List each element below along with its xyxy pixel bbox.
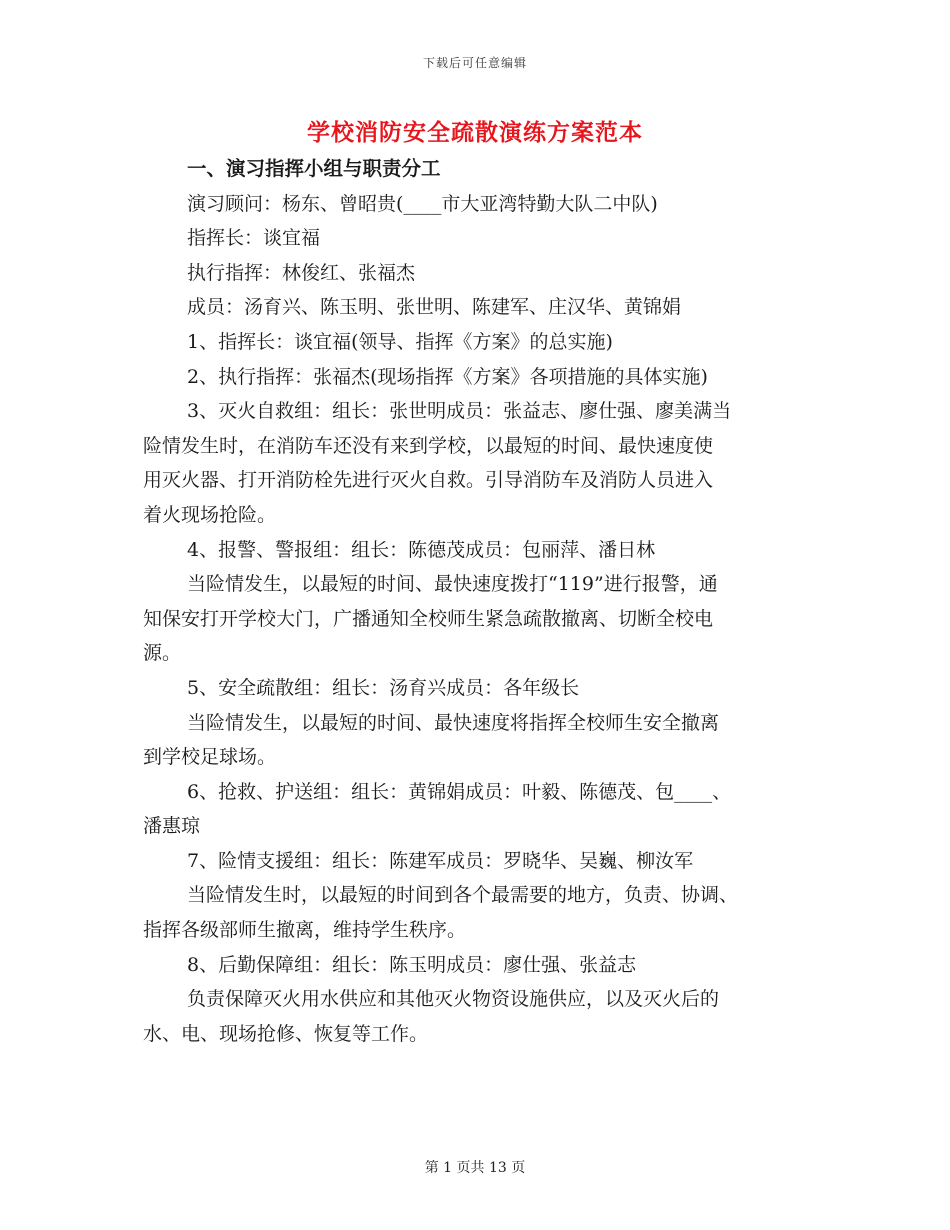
text-line: 当险情发生时，以最短的时间到各个最需要的地方，负责、协调、 (187, 884, 739, 907)
text-line: 负责保障灭火用水供应和其他灭火物资设施供应，以及灭火后的 (187, 988, 720, 1011)
text-line: 当险情发生，以最短的时间、最快速度拨打“119”进行报警，通 (187, 573, 718, 596)
page-number: 第 1 页共 13 页 (424, 1160, 526, 1176)
text-line: 4、报警、警报组：组长：陈德茂成员：包丽萍、潘日林 (187, 538, 656, 561)
text-line: 成员：汤育兴、陈玉明、张世明、陈建军、庄汉华、黄锦娟 (187, 296, 682, 319)
text-line: 到学校足球场。 (143, 746, 277, 769)
text-line: 演习顾问：杨东、曾昭贵(____市大亚湾特勤大队二中队) (187, 192, 658, 215)
header-note: 下载后可任意编辑 (422, 56, 527, 70)
text-line: 指挥长：谈宜福 (187, 227, 321, 250)
text-line: 知保安打开学校大门，广播通知全校师生紧急疏散撤离、切断全校电 (143, 607, 714, 630)
text-line: 潘惠琼 (143, 815, 201, 838)
text-line: 5、安全疏散组：组长：汤育兴成员：各年级长 (187, 676, 580, 699)
text-line: 2、执行指挥：张福杰(现场指挥《方案》各项措施的具体实施) (187, 365, 708, 388)
text-line: 执行指挥：林俊红、张福杰 (187, 261, 416, 284)
text-line: 当险情发生，以最短的时间、最快速度将指挥全校师生安全撤离 (187, 711, 720, 734)
text-line: 险情发生时，在消防车还没有来到学校，以最短的时间、最快速度使 (143, 434, 714, 457)
document-title: 学校消防安全疏散演练方案范本 (307, 119, 643, 146)
text-line: 用灭火器、打开消防栓先进行灭火自救。引导消防车及消防人员进入 (143, 469, 714, 492)
text-line: 6、抢救、护送组：组长：黄锦娟成员：叶毅、陈德茂、包____、 (187, 780, 732, 803)
text-line: 8、后勤保障组：组长：陈玉明成员：廖仕强、张益志 (187, 953, 637, 976)
text-line: 水、电、现场抢修、恢复等工作。 (143, 1022, 429, 1045)
text-line: 源。 (143, 642, 182, 665)
text-line: 指挥各级部师生撤离，维持学生秩序。 (143, 919, 467, 942)
text-line: 1、指挥长：谈宜福(领导、指挥《方案》的总实施) (187, 330, 613, 353)
text-line: 3、灭火自救组：组长：张世明成员：张益志、廖仕强、廖美满当 (187, 400, 732, 423)
section-heading: 一、演习指挥小组与职责分工 (187, 157, 441, 180)
text-line: 7、险情支援组：组长：陈建军成员：罗晓华、吴巍、柳汝军 (187, 849, 694, 872)
text-line: 着火现场抢险。 (143, 503, 277, 526)
document-body (143, 152, 808, 1051)
